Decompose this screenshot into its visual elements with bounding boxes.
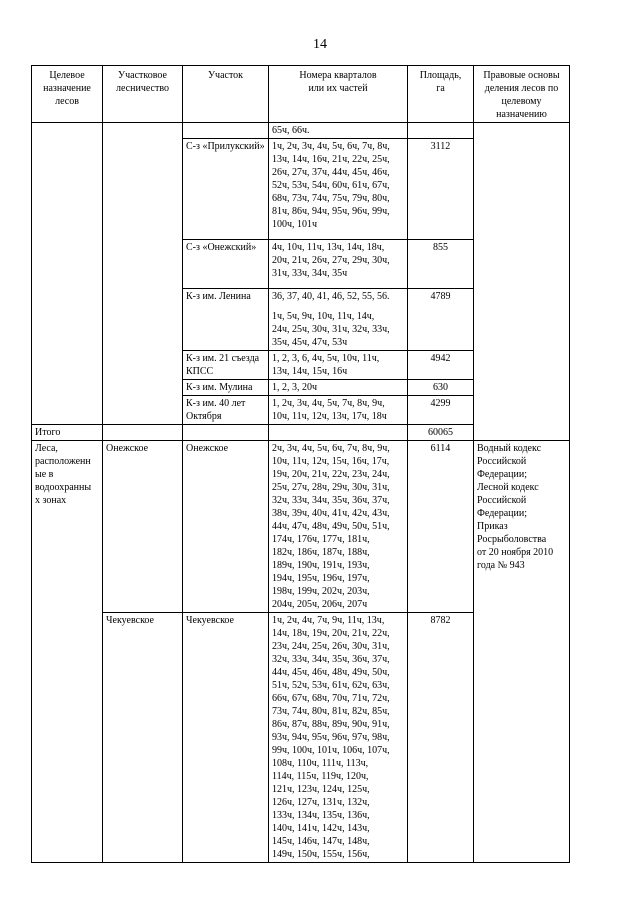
plot-cell: Онежское (183, 441, 269, 613)
area-cell: 630 (408, 380, 474, 396)
legal-basis-cell: Водный кодекс Российской Федерации; Лесной кодекс Российской Федерации; Приказ Росрыболовства от 20 ноября 2010 года № 943 (474, 441, 570, 863)
purpose-cell-empty (32, 123, 103, 425)
quarters-cell: 1ч, 2ч, 4ч, 7ч, 9ч, 11ч, 13ч, 14ч, 18ч, 19ч, 20ч, 21ч, 22ч, 23ч, 24ч, 25ч, 26ч, 30ч, 31ч, 32ч, 33ч, 34ч, 35ч, 36ч, 37ч, 44ч, 45ч, 46ч, 48ч, 49ч, 50ч, 51ч, 52ч, 53ч, 61ч, 62ч, 63ч, 66ч, 67ч, 68ч, 70ч, 71ч, 72ч, 73ч, 74ч, 80ч, 81ч, 82ч, 85ч, 86ч, 87ч, 88ч, 89ч, 90ч, 91ч, 93ч, 94ч, 95ч, 96ч, 97ч, 98ч, 99ч, 100ч, 101ч, 106ч, 107ч, 108ч, 110ч, 111ч, 113ч, 114ч, 115ч, 119ч, 120ч, 121ч, 123ч, 124ч, 125ч, 126ч, 127ч, 131ч, 132ч, 133ч, 134ч, 135ч, 136ч, 140ч, 141ч, 142ч, 143ч, 145ч, 146ч, 147ч, 148ч, 149ч, 150ч, 155ч, 156ч, (269, 613, 408, 863)
purpose-cell: Леса, расположенн ые в водоохранны х зонах (32, 441, 103, 863)
plot-cell: Чекуевское (183, 613, 269, 863)
area-cell: 6114 (408, 441, 474, 613)
area-cell: 4789 (408, 289, 474, 351)
header-legal-basis: Правовые основы деления лесов по целевому назначению (474, 66, 570, 123)
legal-basis-cell-empty (474, 123, 570, 441)
quarters-cell: 65ч, 66ч. (269, 123, 408, 139)
forestry-cell: Чекуевское (103, 613, 183, 863)
area-cell (408, 123, 474, 139)
quarters-cell: 1, 2ч, 3ч, 4ч, 5ч, 7ч, 8ч, 9ч, 10ч, 11ч, 12ч, 13ч, 17ч, 18ч (269, 396, 408, 425)
header-plot: Участок (183, 66, 269, 123)
table-row (32, 441, 570, 613)
header-forestry: Участковое лесничество (103, 66, 183, 123)
plot-cell: С-з «Прилукский» (183, 139, 269, 240)
quarters-cell: 4ч, 10ч, 11ч, 13ч, 14ч, 18ч, 20ч, 21ч, 26ч, 27ч, 29ч, 30ч, 31ч, 33ч, 34ч, 35ч (269, 240, 408, 289)
plot-cell: К-з им. Мулина (183, 380, 269, 396)
quarters-cell: 2ч, 3ч, 4ч, 5ч, 6ч, 7ч, 8ч, 9ч, 10ч, 11ч, 12ч, 15ч, 16ч, 17ч, 19ч, 20ч, 21ч, 22ч, 23ч, 24ч, 25ч, 27ч, 28ч, 29ч, 30ч, 31ч, 32ч, 33ч, 34ч, 35ч, 36ч, 37ч, 38ч, 39ч, 40ч, 41ч, 42ч, 43ч, 44ч, 47ч, 48ч, 49ч, 50ч, 51ч, 174ч, 176ч, 177ч, 181ч, 182ч, 186ч, 187ч, 188ч, 189ч, 190ч, 191ч, 193ч, 194ч, 195ч, 196ч, 197ч, 198ч, 199ч, 202ч, 203ч, 204ч, 205ч, 206ч, 207ч (269, 441, 408, 613)
area-cell: 8782 (408, 613, 474, 863)
forestry-cell: Онежское (103, 441, 183, 613)
quarters-cell: 1, 2, 3, 6, 4ч, 5ч, 10ч, 11ч, 13ч, 14ч, 15ч, 16ч (269, 351, 408, 380)
header-area: Площадь, га (408, 66, 474, 123)
plot-cell: К-з им. 40 лет Октября (183, 396, 269, 425)
area-cell: 4942 (408, 351, 474, 380)
plot-cell: К-з им. Ленина (183, 289, 269, 351)
area-cell: 855 (408, 240, 474, 289)
table-row (32, 123, 570, 139)
forest-purpose-table (31, 65, 570, 863)
quarters-cell: 36, 37, 40, 41, 46, 52, 55, 56. 1ч, 5ч, 9ч, 10ч, 11ч, 14ч, 24ч, 25ч, 30ч, 31ч, 32ч, 33ч, 35ч, 45ч, 47ч, 53ч (269, 289, 408, 351)
page-number: 14 (313, 37, 327, 52)
area-cell: 4299 (408, 396, 474, 425)
header-quarters: Номера кварталов или их частей (269, 66, 408, 123)
forestry-cell-empty (103, 123, 183, 425)
plot-cell: С-з «Онежский» (183, 240, 269, 289)
total-label: Итого (32, 425, 103, 441)
plot-cell (183, 123, 269, 139)
quarters-cell: 1ч, 2ч, 3ч, 4ч, 5ч, 6ч, 7ч, 8ч, 13ч, 14ч, 16ч, 21ч, 22ч, 25ч, 26ч, 27ч, 37ч, 44ч, 45ч, 46ч, 52ч, 53ч, 54ч, 60ч, 61ч, 67ч, 68ч, 73ч, 74ч, 75ч, 79ч, 80ч, 81ч, 86ч, 94ч, 95ч, 96ч, 99ч, 100ч, 101ч (269, 139, 408, 240)
quarters-cell: 1, 2, 3, 20ч (269, 380, 408, 396)
plot-cell: К-з им. 21 съезда КПСС (183, 351, 269, 380)
total-area: 60065 (408, 425, 474, 441)
area-cell: 3112 (408, 139, 474, 240)
header-purpose: Целевое назначение лесов (32, 66, 103, 123)
header-row (32, 66, 570, 123)
